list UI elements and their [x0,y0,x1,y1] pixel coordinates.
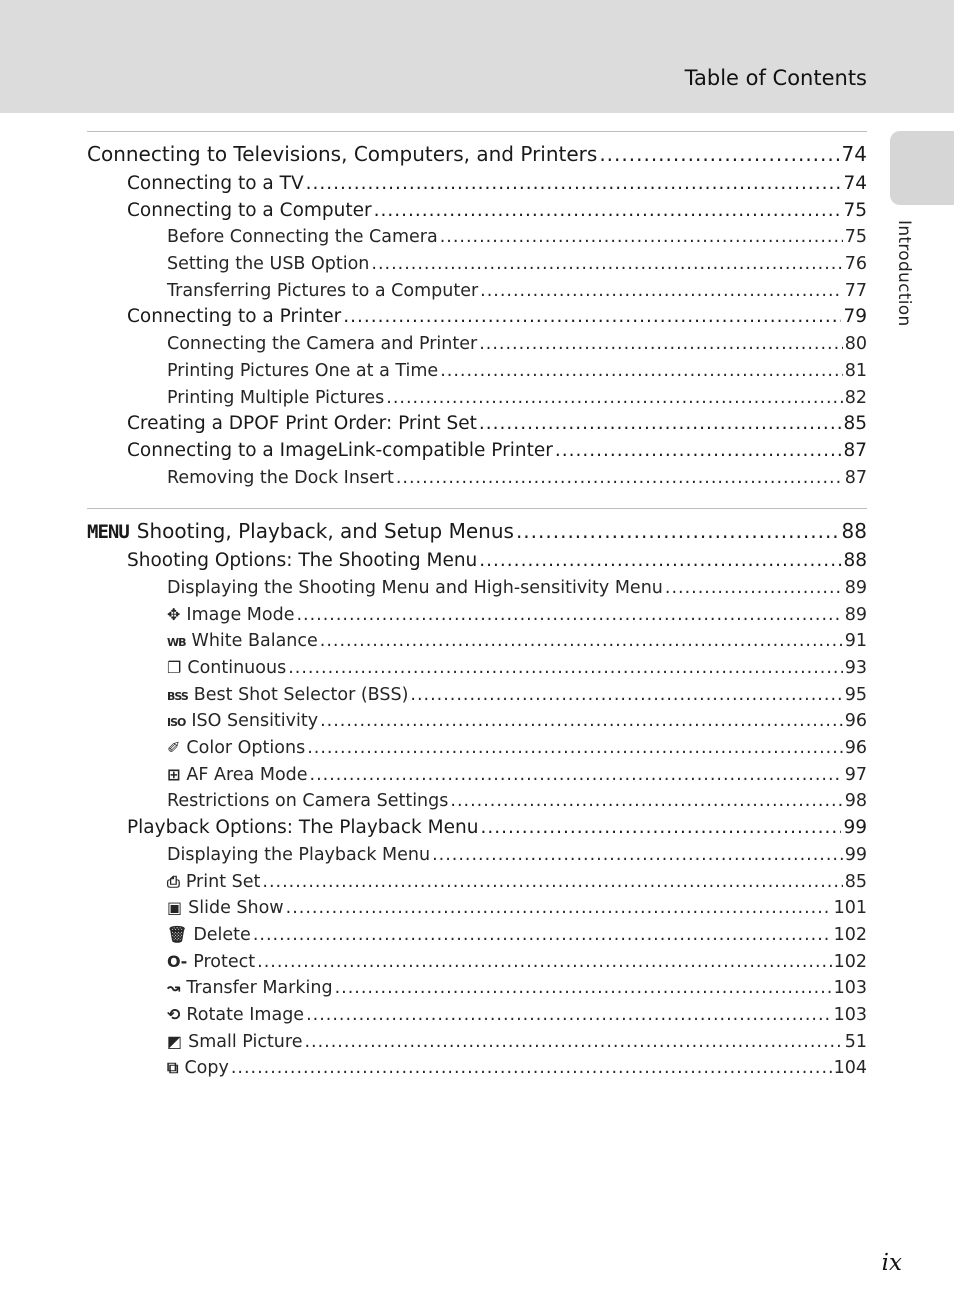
dot-leader [516,515,840,548]
toc-entry-page: 85 [844,871,867,892]
page-header-title: Table of Contents [684,66,867,90]
divider [87,508,867,509]
dot-leader [343,304,841,331]
dot-leader [253,922,832,949]
toc-entry-page: 89 [844,604,867,625]
toc-entry[interactable] [87,762,867,789]
toc-entry[interactable] [87,548,867,575]
toc-entry-page: 74 [843,173,867,194]
toc-entry-title: AF Area Mode [186,764,308,785]
dot-leader [479,331,843,358]
toc-entry-page: 97 [844,764,867,785]
toc-entry-title: Playback Options: The Playback Menu [127,817,479,839]
dot-leader [231,1055,832,1082]
toc-entry[interactable] [87,1002,867,1029]
bss-icon: BSS [167,689,188,703]
toc-entry-title: Transfer Marking [186,978,333,999]
toc-entry-page: 87 [844,467,867,488]
dot-leader [257,949,831,976]
toc-entry-page: 81 [844,360,867,381]
toc-entry-title: Print Set [185,871,261,892]
dot-leader [440,224,843,251]
toc-entry[interactable] [87,628,867,655]
toc-entry[interactable] [87,655,867,682]
toc-entry[interactable] [87,815,867,842]
continuous-icon: ❐ [167,658,182,677]
toc-entry-title: Setting the USB Option [167,254,370,275]
toc-entry[interactable] [87,708,867,735]
dot-leader [306,171,842,198]
dot-leader [396,465,843,492]
toc-entry[interactable] [87,385,867,412]
small-picture-icon: ◩ [167,1031,183,1051]
dot-leader [480,278,843,305]
toc-entry[interactable] [87,975,867,1002]
header-band [0,0,954,113]
toc-entry[interactable] [87,895,867,922]
toc-entry-page: 96 [844,738,867,759]
toc-entry[interactable] [87,1029,867,1056]
dot-leader [320,628,843,655]
toc-entry-page: 85 [843,413,867,435]
dot-leader [480,815,841,842]
dot-leader [374,198,842,225]
dot-leader [286,895,832,922]
toc-entry-title: Connecting the Camera and Printer [167,334,478,355]
toc-entry-title: Displaying the Playback Menu [167,844,431,865]
toc-entry-page: 89 [844,577,867,598]
toc-entry-title: Restrictions on Camera Settings [167,791,449,812]
iso-icon: ISO [167,716,186,730]
section-side-tab[interactable] [890,131,954,205]
toc-entry[interactable] [87,411,867,438]
toc-entry-title: Displaying the Shooting Menu and High-sensitivity Menu [167,577,663,598]
dot-leader [296,602,842,629]
dot-leader [479,548,841,575]
toc-entry-title: Connecting to Televisions, Computers, and Printers [87,142,598,166]
toc-entry-page: 95 [844,684,867,705]
copy-icon: ⧉ [167,1058,179,1078]
table-of-contents [87,131,867,1082]
toc-entry[interactable] [87,224,867,251]
toc-entry-title: Slide Show [188,898,284,919]
toc-entry-page: 76 [844,254,867,275]
dot-leader [304,1029,842,1056]
toc-entry-title: Continuous [187,658,287,678]
toc-entry-page: 98 [844,791,867,812]
dot-leader [410,682,842,709]
side-tab-label: Introduction [894,220,914,327]
toc-entry[interactable] [87,251,867,278]
dot-leader [310,762,843,789]
toc-entry-page: 82 [844,387,867,408]
toc-section-heading[interactable] [87,138,867,171]
toc-entry[interactable] [87,278,867,305]
toc-entry-page: 80 [844,334,867,355]
toc-entry-page: 75 [843,199,867,221]
dot-leader [440,358,843,385]
toc-entry[interactable] [87,788,867,815]
color-options-icon: ✐ [167,738,181,758]
toc-entry[interactable] [87,949,867,976]
toc-entry-page: 87 [843,439,867,461]
toc-entry[interactable] [87,575,867,602]
toc-entry[interactable] [87,304,867,331]
toc-entry-title: Image Mode [186,604,295,625]
toc-entry-page: 104 [833,1058,867,1079]
toc-entry-page: 99 [843,817,867,839]
toc-entry-page: 103 [833,1004,867,1025]
toc-entry-page: 93 [844,658,867,678]
slide-show-icon: ▣ [167,898,183,918]
toc-entry-title: ISO Sensitivity [191,711,319,732]
dot-leader [665,575,843,602]
toc-entry-title: Protect [193,951,256,972]
toc-entry-page: 101 [833,898,867,919]
toc-entry-page: 91 [844,631,867,652]
toc-entry-title: Connecting to a Computer [127,199,372,221]
print-set-icon: ⎙ [167,871,180,891]
toc-entry-title: Removing the Dock Insert [167,467,394,488]
delete-icon: 🗑 [167,924,188,944]
toc-entry-page: 96 [844,711,867,732]
toc-entry[interactable] [87,1055,867,1082]
toc-entry-page: 79 [843,306,867,328]
toc-entry-page: 77 [844,280,867,301]
toc-entry-title: Printing Pictures One at a Time [167,360,439,381]
dot-leader [288,655,843,682]
dot-leader [320,708,843,735]
toc-entry-page: 99 [844,844,867,865]
rotate-image-icon: ⟲ [167,1004,181,1024]
toc-entry-page: 88 [841,519,867,544]
dot-leader [599,138,839,171]
toc-entry[interactable] [87,922,867,949]
toc-entry-title: Rotate Image [186,1004,305,1025]
transfer-marking-icon: ↝ [167,978,181,998]
toc-entry-title: Best Shot Selector (BSS) [193,684,409,705]
toc-entry-page: 74 [841,142,867,166]
toc-entry[interactable] [87,171,867,198]
toc-entry-title: Transferring Pictures to a Computer [167,280,479,301]
toc-entry-title: Printing Multiple Pictures [167,387,385,408]
toc-entry[interactable] [87,438,867,465]
dot-leader [335,975,832,1002]
page-number: ix [881,1250,902,1276]
toc-entry-title: Color Options [186,738,306,759]
toc-entry-page: 75 [844,227,867,248]
toc-entry[interactable] [87,842,867,869]
divider [87,131,867,132]
toc-entry-title: Shooting, Playback, and Setup Menus [136,519,514,544]
toc-entry-page: 103 [833,978,867,999]
toc-entry-title: Copy [184,1058,229,1079]
toc-entry-title: Connecting to a Printer [127,306,342,328]
toc-entry-title: Creating a DPOF Print Order: Print Set [127,413,477,435]
toc-entry-title: Connecting to a ImageLink-compatible Printer [127,439,553,461]
toc-entry[interactable] [87,465,867,492]
toc-entry[interactable] [87,331,867,358]
image-mode-icon: ✥ [167,604,181,624]
dot-leader [386,385,842,412]
dot-leader [450,788,842,815]
toc-entry-page: 102 [833,951,867,972]
protect-key-icon: O‑ [167,951,188,971]
toc-entry[interactable] [87,735,867,762]
toc-entry[interactable] [87,869,867,896]
toc-entry-title: Connecting to a TV [127,173,304,194]
toc-section-heading[interactable] [87,515,867,548]
toc-entry-title: Shooting Options: The Shooting Menu [127,550,478,572]
toc-entry-page: 51 [844,1031,867,1052]
toc-entry-title: Delete [193,924,251,945]
toc-entry[interactable] [87,682,867,709]
toc-entry[interactable] [87,198,867,225]
toc-entry-title: Before Connecting the Camera [167,227,438,248]
white-balance-icon: WB [167,636,186,650]
dot-leader [307,735,843,762]
dot-leader [432,842,843,869]
dot-leader [306,1002,832,1029]
toc-entry-title: White Balance [191,631,318,652]
toc-entry[interactable] [87,602,867,629]
toc-entry-page: 88 [843,550,867,572]
toc-entry-title: Small Picture [188,1031,303,1052]
dot-leader [262,869,842,896]
dot-leader [479,411,842,438]
af-area-icon: ⊞ [167,764,181,784]
dot-leader [371,251,842,278]
toc-entry[interactable] [87,358,867,385]
dot-leader [555,438,842,465]
menu-icon: MENU [87,521,129,544]
toc-entry-page: 102 [833,924,867,945]
